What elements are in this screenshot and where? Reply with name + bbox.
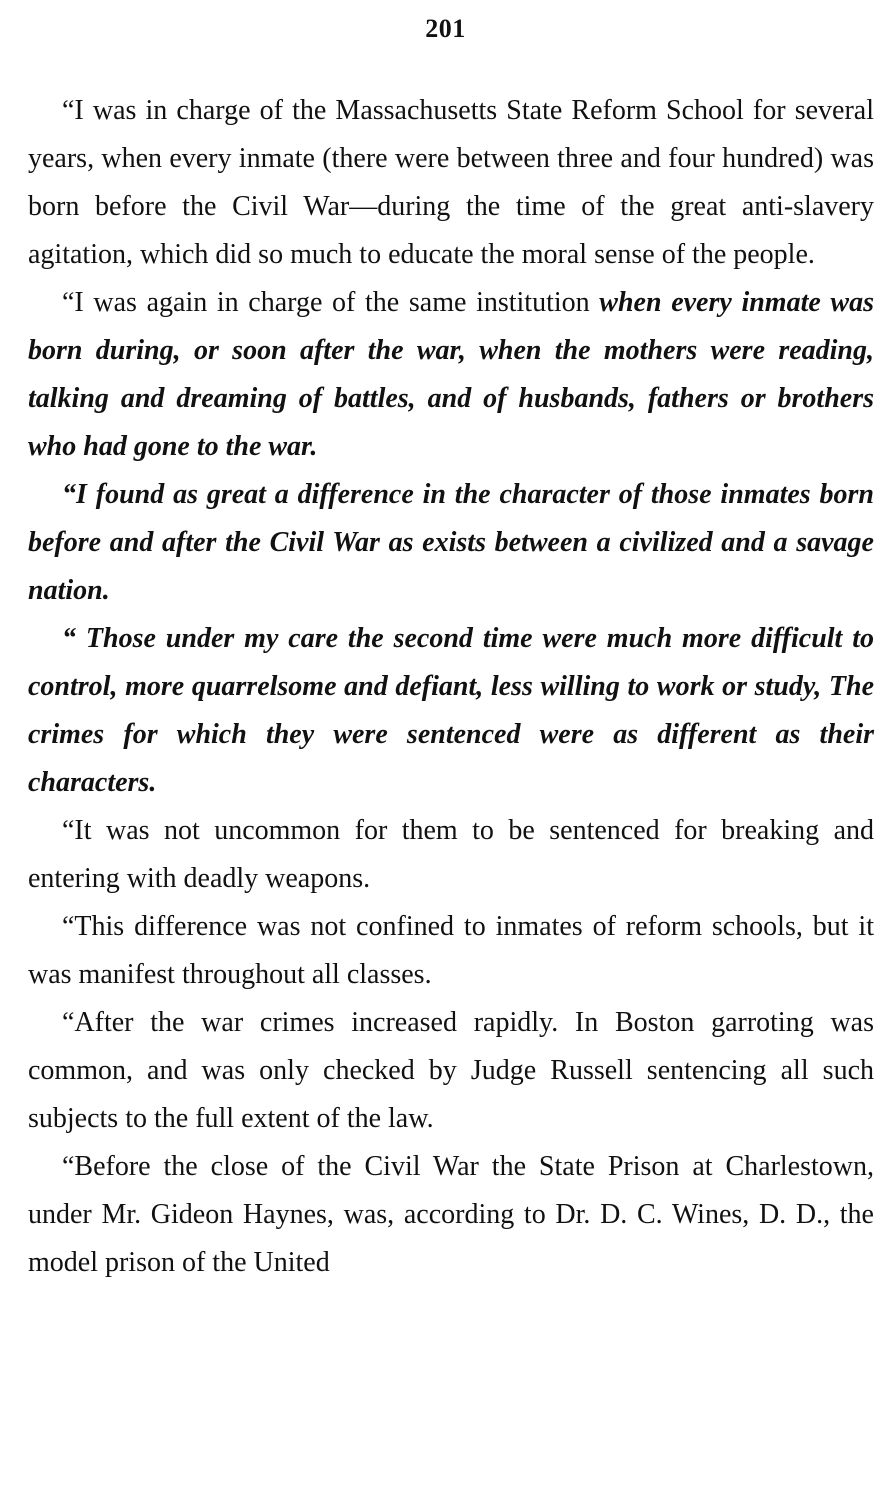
page-number: 201 [425, 14, 466, 43]
paragraph-1: “I was in charge of the Massachusetts State Reform School for several years, when every inmate (there were between three and four hundred) was born before the Civil War—during the time of the great anti-slavery agitation, which did so much to educate the moral sense of the people. [28, 95, 874, 270]
paragraph-5: “It was not uncommon for them to be sentenced for breaking and entering with deadly weapons. [28, 815, 874, 894]
paragraph-2 [28, 279, 874, 471]
paragraph-4: “ Those under my care the second time were much more difficult to control, more quarrelsome and defiant, less willing to work or study, The crimes for which they were sentenced were as different as their characters. [28, 623, 874, 798]
paragraph-8: “Before the close of the Civil War the State Prison at Charlestown, under Mr. Gideon Haynes, was, according to Dr. D. C. Wines, D. D., the model prison of the United [28, 1151, 874, 1278]
paragraph-2-italic: when every inmate was born during, or soon after the war, when the mothers were reading, talking and dreaming of battles, and of husbands, fathers or brothers who had gone to the war. [28, 287, 875, 462]
paragraph-6: “This difference was not confined to inmates of reform schools, but it was manifest throughout all classes. [28, 911, 874, 990]
paragraph-2-plain: “I was again in charge of the same institution [62, 287, 600, 318]
paragraph-7: “After the war crimes increased rapidly. In Boston garroting was common, and was only checked by Judge Russell sentencing all such subjects to the full extent of the law. [28, 1007, 874, 1134]
paragraph-3: “I found as great a difference in the character of those inmates born before and after the Civil War as exists between a civilized and a savage nation. [28, 479, 874, 606]
body-text [28, 87, 874, 1287]
